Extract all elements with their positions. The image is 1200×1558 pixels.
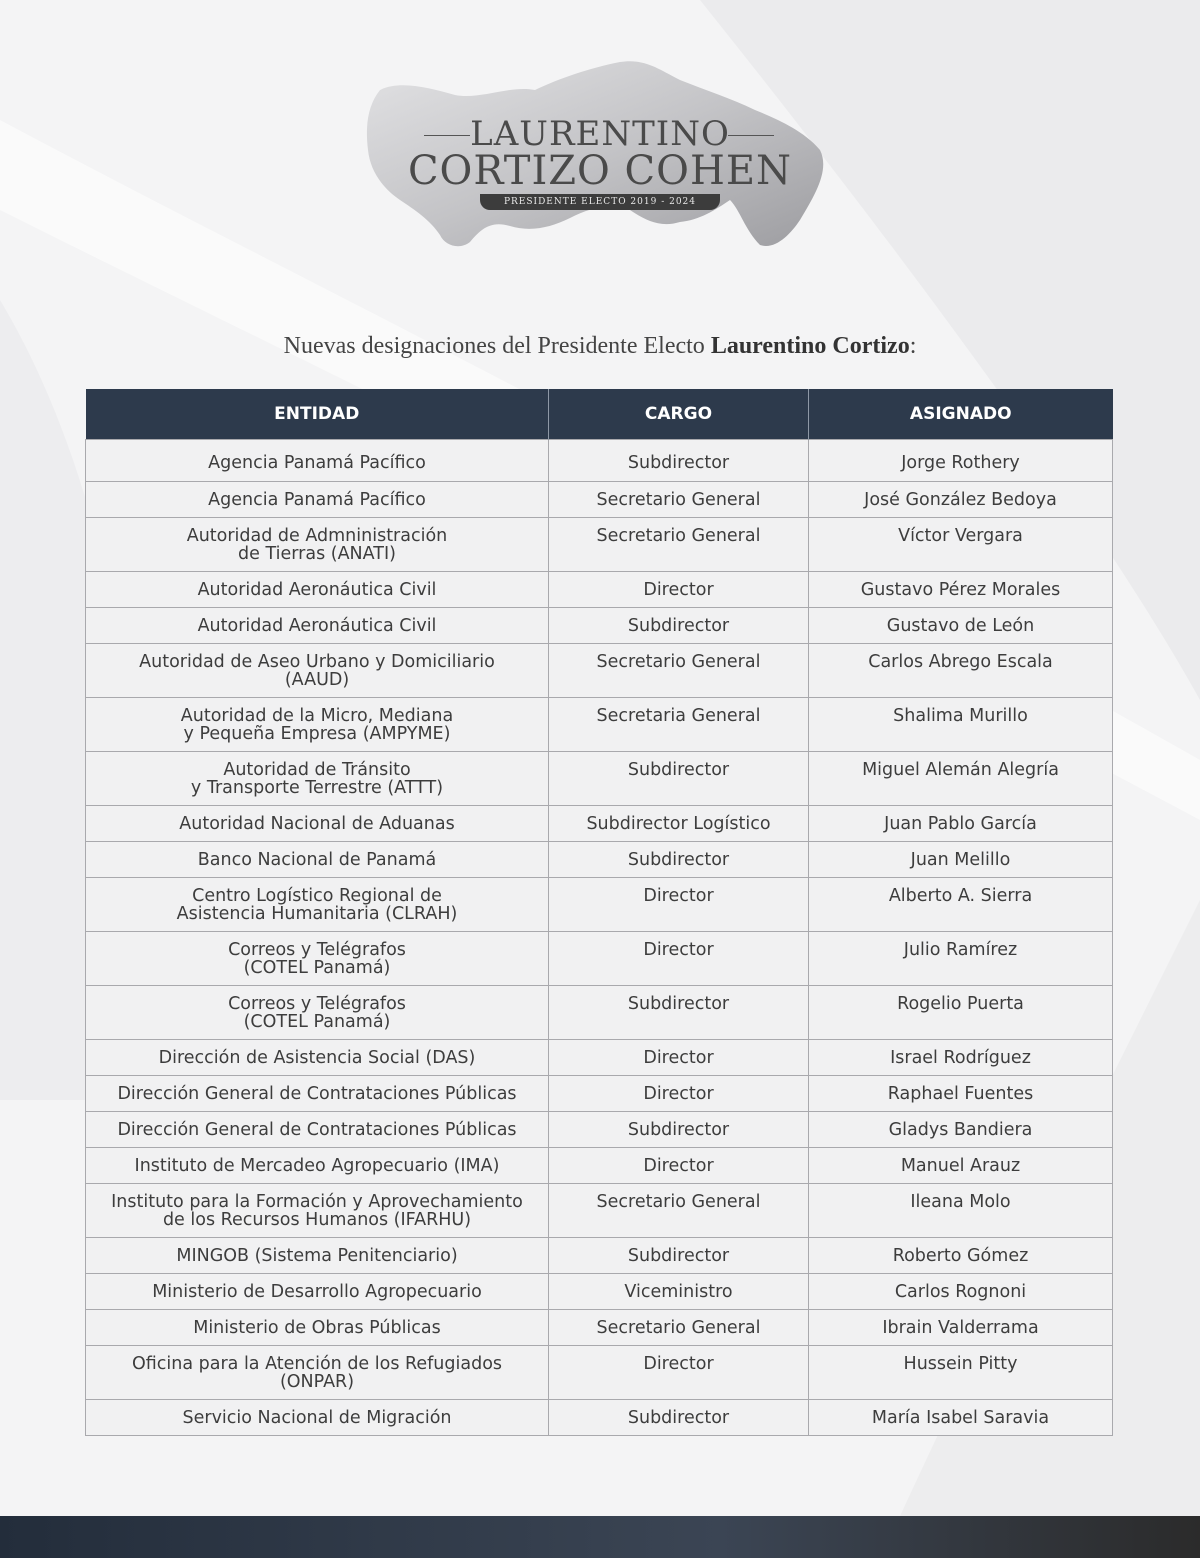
cell-cargo: Subdirector xyxy=(549,1400,809,1436)
entidad-line: Autoridad Nacional de Aduanas xyxy=(179,814,455,834)
intro-colon: : xyxy=(909,333,917,359)
entidad-line: Dirección de Asistencia Social (DAS) xyxy=(158,1048,476,1068)
entidad-line: Oficina para la Atención de los Refugiados xyxy=(131,1354,503,1374)
logo-badge: PRESIDENTE ELECTO 2019 - 2024 xyxy=(480,194,720,210)
cell-cargo: Director xyxy=(549,932,809,986)
entidad-line: Agencia Panamá Pacífico xyxy=(208,453,426,473)
cell-entidad xyxy=(86,752,549,806)
entidad-line: Instituto de Mercadeo Agropecuario (IMA) xyxy=(134,1156,500,1176)
entidad-line: (AAUD) xyxy=(284,670,350,690)
cell-cargo: Secretario General xyxy=(549,482,809,518)
cell-cargo: Director xyxy=(549,878,809,932)
cell-entidad xyxy=(86,932,549,986)
table-row xyxy=(86,1274,1113,1310)
cell-asignado: Gustavo Pérez Morales xyxy=(809,572,1113,608)
designations-table xyxy=(85,389,1113,1436)
cell-entidad xyxy=(86,518,549,572)
cell-entidad xyxy=(86,1112,549,1148)
entidad-line: Autoridad de Tránsito xyxy=(223,760,411,780)
table-row xyxy=(86,608,1113,644)
table-row xyxy=(86,1346,1113,1400)
cell-entidad xyxy=(86,482,549,518)
table-row xyxy=(86,1310,1113,1346)
cell-asignado: Gustavo de León xyxy=(809,608,1113,644)
cell-entidad xyxy=(86,806,549,842)
cell-cargo: Director xyxy=(549,1346,809,1400)
cell-asignado: Jorge Rothery xyxy=(809,440,1113,482)
cell-entidad xyxy=(86,1148,549,1184)
cell-cargo: Secretario General xyxy=(549,1184,809,1238)
logo-name-last: CORTIZO COHEN xyxy=(407,148,793,194)
entidad-line: Autoridad de Aseo Urbano y Domiciliario xyxy=(139,652,495,672)
column-header-cargo: CARGO xyxy=(549,389,809,440)
entidad-line: Autoridad Aeronáutica Civil xyxy=(197,580,437,600)
cell-entidad xyxy=(86,1040,549,1076)
cell-entidad xyxy=(86,1076,549,1112)
cell-entidad xyxy=(86,1346,549,1400)
table-row xyxy=(86,752,1113,806)
cell-asignado: Roberto Gómez xyxy=(809,1238,1113,1274)
table-row xyxy=(86,1112,1113,1148)
cell-entidad xyxy=(86,572,549,608)
cell-entidad xyxy=(86,644,549,698)
entidad-line: Autoridad Aeronáutica Civil xyxy=(197,616,437,636)
cell-cargo: Secretario General xyxy=(549,644,809,698)
cell-cargo: Secretario General xyxy=(549,1310,809,1346)
cell-cargo: Subdirector Logístico xyxy=(549,806,809,842)
cell-asignado: Julio Ramírez xyxy=(809,932,1113,986)
footer-bar xyxy=(0,1516,1200,1558)
entidad-line: Correos y Telégrafos xyxy=(228,994,406,1014)
table-row xyxy=(86,1076,1113,1112)
cell-cargo: Subdirector xyxy=(549,842,809,878)
cell-asignado: Ibrain Valderrama xyxy=(809,1310,1113,1346)
table-row xyxy=(86,1040,1113,1076)
table-row xyxy=(86,644,1113,698)
cell-entidad xyxy=(86,698,549,752)
cell-entidad xyxy=(86,608,549,644)
table-header-row xyxy=(86,389,1113,440)
table-row xyxy=(86,986,1113,1040)
logo-name-first: LAURENTINO xyxy=(470,114,730,154)
cell-entidad xyxy=(86,1274,549,1310)
cell-asignado: Gladys Bandiera xyxy=(809,1112,1113,1148)
cell-cargo: Secretario General xyxy=(549,518,809,572)
entidad-line: (COTEL Panamá) xyxy=(243,1012,391,1032)
cell-asignado: Miguel Alemán Alegría xyxy=(809,752,1113,806)
table-row xyxy=(86,1184,1113,1238)
entidad-line: y Pequeña Empresa (AMPYME) xyxy=(183,724,451,744)
header-logo xyxy=(0,60,1200,260)
entidad-line: Autoridad de Admninistración xyxy=(186,526,448,546)
table-row xyxy=(86,806,1113,842)
entidad-line: Autoridad de la Micro, Mediana xyxy=(180,706,454,726)
entidad-line: Correos y Telégrafos xyxy=(228,940,406,960)
cell-entidad xyxy=(86,986,549,1040)
entidad-line: (ONPAR) xyxy=(279,1372,355,1392)
cell-entidad xyxy=(86,1184,549,1238)
cell-cargo: Subdirector xyxy=(549,752,809,806)
table-body xyxy=(86,440,1113,1436)
table-row xyxy=(86,842,1113,878)
cell-cargo: Secretaria General xyxy=(549,698,809,752)
table-row xyxy=(86,1400,1113,1436)
cell-asignado: Rogelio Puerta xyxy=(809,986,1113,1040)
cell-asignado: Ileana Molo xyxy=(809,1184,1113,1238)
cell-asignado: Israel Rodríguez xyxy=(809,1040,1113,1076)
table-row xyxy=(86,482,1113,518)
cell-entidad xyxy=(86,1310,549,1346)
cell-asignado: María Isabel Saravia xyxy=(809,1400,1113,1436)
entidad-line: (COTEL Panamá) xyxy=(243,958,391,978)
cell-cargo: Director xyxy=(549,1148,809,1184)
entidad-line: Centro Logístico Regional de xyxy=(192,886,442,906)
cell-cargo: Director xyxy=(549,1040,809,1076)
table-row xyxy=(86,440,1113,482)
cell-cargo: Viceministro xyxy=(549,1274,809,1310)
cell-asignado: Carlos Abrego Escala xyxy=(809,644,1113,698)
cell-asignado: Víctor Vergara xyxy=(809,518,1113,572)
entidad-line: Dirección General de Contrataciones Públicas xyxy=(117,1084,517,1104)
table-row xyxy=(86,1238,1113,1274)
cell-entidad xyxy=(86,878,549,932)
cell-cargo: Subdirector xyxy=(549,608,809,644)
cell-asignado: Alberto A. Sierra xyxy=(809,878,1113,932)
intro-name: Laurentino Cortizo xyxy=(710,333,910,359)
column-header-asignado: ASIGNADO xyxy=(809,389,1113,440)
cell-cargo: Subdirector xyxy=(549,440,809,482)
table-row xyxy=(86,518,1113,572)
cell-entidad xyxy=(86,842,549,878)
entidad-line: Instituto para la Formación y Aprovechamiento xyxy=(111,1192,523,1212)
table-row xyxy=(86,698,1113,752)
intro-lead: Nuevas designaciones del Presidente Electo xyxy=(283,333,711,359)
cell-asignado: Hussein Pitty xyxy=(809,1346,1113,1400)
entidad-line: Asistencia Humanitaria (CLRAH) xyxy=(176,904,458,924)
cell-cargo: Subdirector xyxy=(549,1238,809,1274)
cell-entidad xyxy=(86,1400,549,1436)
cell-entidad xyxy=(86,1238,549,1274)
entidad-line: Banco Nacional de Panamá xyxy=(197,850,437,870)
intro-text xyxy=(0,333,1200,360)
cell-asignado: José González Bedoya xyxy=(809,482,1113,518)
cell-asignado: Manuel Arauz xyxy=(809,1148,1113,1184)
cell-entidad xyxy=(86,440,549,482)
entidad-line: Dirección General de Contrataciones Públicas xyxy=(117,1120,517,1140)
table-row xyxy=(86,572,1113,608)
table-row xyxy=(86,932,1113,986)
cell-asignado: Juan Pablo García xyxy=(809,806,1113,842)
cell-cargo: Subdirector xyxy=(549,1112,809,1148)
entidad-line: Ministerio de Obras Públicas xyxy=(193,1318,441,1338)
entidad-line: MINGOB (Sistema Penitenciario) xyxy=(176,1246,458,1266)
entidad-line: de los Recursos Humanos (IFARHU) xyxy=(162,1210,472,1230)
entidad-line: de Tierras (ANATI) xyxy=(238,544,396,564)
cell-cargo: Subdirector xyxy=(549,986,809,1040)
cell-cargo: Director xyxy=(549,1076,809,1112)
entidad-line: Agencia Panamá Pacífico xyxy=(208,490,426,510)
column-header-entidad: ENTIDAD xyxy=(86,389,549,440)
entidad-line: Servicio Nacional de Migración xyxy=(182,1408,452,1428)
cell-asignado: Shalima Murillo xyxy=(809,698,1113,752)
cell-cargo: Director xyxy=(549,572,809,608)
table-row xyxy=(86,1148,1113,1184)
entidad-line: Ministerio de Desarrollo Agropecuario xyxy=(152,1282,482,1302)
cell-asignado: Carlos Rognoni xyxy=(809,1274,1113,1310)
entidad-line: y Transporte Terrestre (ATTT) xyxy=(190,778,444,798)
table-row xyxy=(86,878,1113,932)
cell-asignado: Juan Melillo xyxy=(809,842,1113,878)
cell-asignado: Raphael Fuentes xyxy=(809,1076,1113,1112)
